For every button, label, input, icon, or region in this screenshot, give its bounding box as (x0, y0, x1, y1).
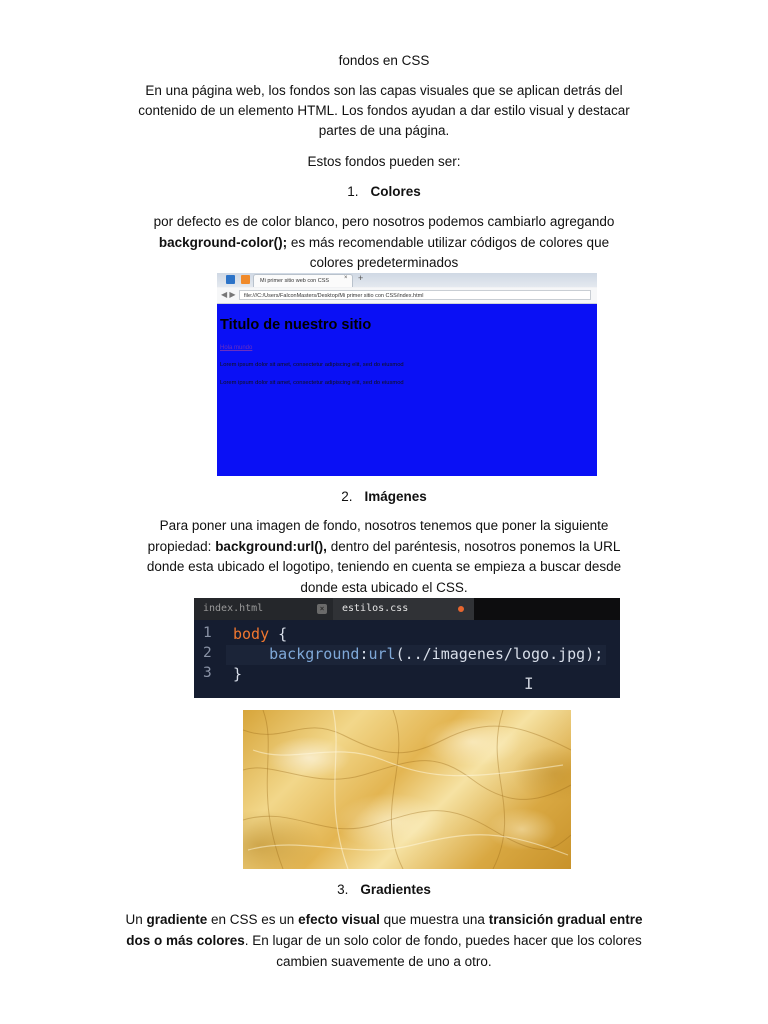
colon: : (359, 645, 369, 663)
css-property-bold: background-color(); (158, 235, 288, 250)
page-link: Hola mundo (220, 345, 253, 351)
css-property-bold: background:url(), (215, 539, 327, 554)
editor-body (194, 620, 620, 698)
text-run: . En lugar de un solo color de fondo, puedes hacer que los colores (244, 933, 642, 948)
browser-app-icon (226, 275, 235, 284)
line-number: 2 (203, 645, 212, 661)
intro-line-2: contenido de un elemento HTML. Los fondos ayudan a dar estilo visual y destacar (138, 103, 630, 118)
page-heading: Titulo de nuestro sitio (220, 317, 372, 333)
gold-texture-image (243, 710, 571, 869)
line-number: 3 (203, 665, 212, 681)
page-paragraph-2: Lorem ipsum dolor sit amet, consectetur adipiscing elit, sed do eiusmod (220, 380, 404, 386)
editor-tab-estilos: estilos.css (333, 598, 474, 620)
feed-icon (241, 275, 250, 284)
nav-arrows-icon: ◀ ▶ (221, 290, 236, 299)
intro-line-1: En una página web, los fondos son las capas visuales que se aplican detrás del (145, 83, 623, 98)
section-heading-text: Imágenes (364, 489, 427, 504)
text-run: en CSS es un (207, 912, 299, 927)
bold-term: efecto visual (298, 912, 380, 927)
intro-line-3: partes de una página. (318, 123, 450, 138)
section-number: 3. (337, 882, 349, 897)
colores-line-1: por defecto es de color blanco, pero nosotros podemos cambiarlo agregando (153, 214, 615, 229)
imagenes-line-2 (0, 537, 768, 557)
imagenes-line-2-rest: dentro del paréntesis, nosotros ponemos la URL (326, 539, 621, 554)
close-icon: × (317, 604, 327, 614)
section-number: 2. (341, 489, 353, 504)
css-selector: body (233, 625, 270, 643)
line-number: 1 (203, 625, 212, 641)
code-line-1 (233, 625, 287, 643)
editor-tab-index: index.html (194, 598, 333, 620)
gradientes-line-3: cambien suavemente de uno a otro. (276, 954, 492, 969)
section-number: 1. (347, 184, 359, 199)
section-heading-imagenes (0, 487, 768, 507)
section-heading-gradientes (0, 880, 768, 900)
document-title: fondos en CSS (338, 53, 430, 68)
imagenes-line-3: donde esta ubicado el logotipo, teniendo en cuenta se empieza a buscar desde (146, 559, 622, 574)
browser-tab: Mi primer sitio web con CSS (253, 274, 353, 287)
code-line-3 (233, 665, 242, 683)
text-cursor-icon: I (524, 674, 534, 693)
browser-screenshot (217, 273, 597, 476)
new-tab-icon: + (358, 273, 364, 283)
page-paragraph-1: Lorem ipsum dolor sit amet, consectetur adipiscing elit, sed do eiusmod (220, 362, 404, 368)
bold-term: transición gradual entre (488, 912, 643, 927)
text-run: que muestra una (379, 912, 489, 927)
text-run: Un (125, 912, 147, 927)
bold-term: dos o más colores (126, 933, 245, 948)
line-gutter (194, 620, 226, 698)
imagenes-line-4: donde esta ubicado el CSS. (300, 580, 468, 595)
url-field: file:///C:/Users/FalconMasters/Desktop/Mi primer sitio con CSS/index.html (239, 290, 591, 300)
imagenes-line-1: Para poner una imagen de fondo, nosotros tenemos que poner la siguiente (159, 518, 609, 533)
close-icon: × (344, 275, 348, 281)
section-heading-colores (0, 182, 768, 202)
gradientes-line-2 (0, 931, 768, 951)
gradientes-line-1 (0, 910, 768, 930)
types-intro: Estos fondos pueden ser: (307, 154, 461, 169)
code-line-2 (233, 645, 603, 663)
code-editor-screenshot (194, 598, 620, 698)
editor-tab-bar (194, 598, 620, 620)
close-brace: } (233, 665, 243, 683)
blue-page-content (217, 304, 597, 476)
unsaved-dot-icon (458, 606, 464, 612)
colores-line-2-rest: es más recomendable utilizar códigos de colores que (287, 235, 610, 250)
colores-line-2 (0, 233, 768, 253)
css-function: url (368, 645, 396, 663)
section-heading-text: Colores (370, 184, 421, 199)
css-property: background (269, 645, 360, 663)
css-value: (../imagenes/logo.jpg); (395, 645, 604, 663)
bold-term: gradiente (146, 912, 208, 927)
open-brace: { (269, 625, 288, 643)
texture-veins (243, 710, 571, 869)
imagenes-line-2-pre: propiedad: (147, 539, 216, 554)
colores-line-3: colores predeterminados (309, 255, 459, 270)
address-bar (217, 288, 597, 304)
section-heading-text: Gradientes (360, 882, 431, 897)
browser-tab-bar (217, 273, 597, 287)
